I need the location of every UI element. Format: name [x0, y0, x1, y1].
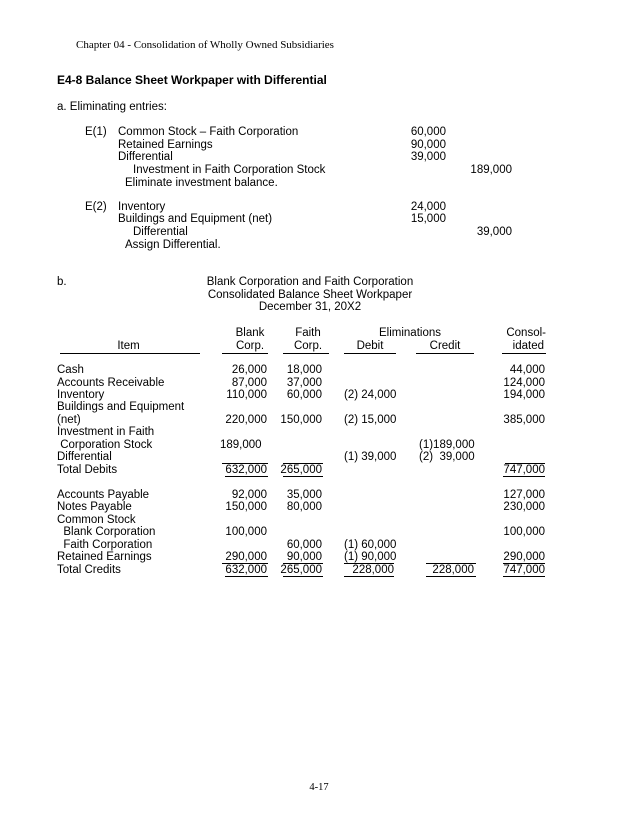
- col-head-credit-underline: [416, 353, 474, 354]
- table-cell-blank: 189,000: [220, 439, 262, 451]
- part-b-heading: b.: [57, 276, 67, 288]
- table-row-item: (net): [57, 414, 81, 426]
- workpaper-title-line2: Consolidated Balance Sheet Workpaper: [207, 289, 413, 301]
- table-cell-debit: (1) 90,000: [344, 551, 397, 563]
- table-cell-blank: 220,000: [225, 414, 267, 426]
- table-cell-debit: 228,000: [352, 564, 394, 576]
- page-number: 4-17: [309, 782, 329, 793]
- table-cell-faith: 265,000: [280, 564, 322, 576]
- table-cell-consol: 385,000: [503, 414, 545, 426]
- blank-total-rule: [225, 576, 268, 577]
- entry-1-debit: 39,000: [410, 151, 446, 163]
- entry-1-memo: Eliminate investment balance.: [125, 177, 278, 189]
- table-cell-faith: 150,000: [280, 414, 322, 426]
- entry-2-account: Differential: [133, 226, 188, 238]
- table-cell-consol: 747,000: [503, 464, 545, 476]
- table-cell-debit: (1) 60,000: [344, 539, 397, 551]
- table-cell-blank: 100,000: [225, 526, 267, 538]
- table-cell-faith: 90,000: [286, 551, 322, 563]
- table-cell-credit: (2) 39,000: [419, 451, 475, 463]
- table-row-item: Common Stock: [57, 514, 136, 526]
- entry-1-debit: 60,000: [410, 126, 446, 138]
- table-cell-blank: 87,000: [231, 377, 267, 389]
- col-head-credit: Credit: [429, 340, 461, 352]
- table-cell-blank: 632,000: [225, 564, 267, 576]
- entry-2-account: Inventory: [118, 201, 166, 213]
- entry-2-account: Buildings and Equipment (net): [118, 213, 273, 225]
- entry-2-label: E(2): [85, 201, 107, 213]
- entry-1-label: E(1): [85, 126, 107, 138]
- table-cell-consol: 194,000: [503, 389, 545, 401]
- table-cell-consol: 230,000: [503, 501, 545, 513]
- entry-1-account: Common Stock – Faith Corporation: [118, 126, 299, 138]
- col-head-consol-underline: [502, 353, 546, 354]
- table-row-item: Accounts Payable: [57, 489, 150, 501]
- table-row-item: Buildings and Equipment: [57, 401, 185, 413]
- entry-2-debit: 24,000: [410, 201, 446, 213]
- col-head-faith-underline: [283, 353, 329, 354]
- credit-total-rule: [426, 576, 476, 577]
- table-cell-faith: 37,000: [286, 377, 322, 389]
- entry-1-account: Differential: [118, 151, 173, 163]
- table-cell-credit: 228,000: [432, 564, 474, 576]
- entry-1-account: Investment in Faith Corporation Stock: [133, 164, 326, 176]
- consol-total-rule: [503, 476, 545, 477]
- table-row-item: Total Credits: [57, 564, 121, 576]
- table-row-item: Total Debits: [57, 464, 118, 476]
- table-cell-blank: 92,000: [231, 489, 267, 501]
- consol-total-rule: [503, 576, 545, 577]
- workpaper-title-line1: Blank Corporation and Faith Corporation: [206, 276, 414, 288]
- col-head-faith: Corp.: [293, 340, 323, 352]
- table-row-item: Corporation Stock: [57, 439, 153, 451]
- entry-1-credit: 189,000: [470, 164, 512, 176]
- table-cell-debit: (2) 15,000: [344, 414, 397, 426]
- table-cell-blank: 632,000: [225, 464, 267, 476]
- table-cell-faith: 18,000: [286, 364, 322, 376]
- table-cell-blank: 150,000: [225, 501, 267, 513]
- table-cell-debit: (1) 39,000: [344, 451, 397, 463]
- exercise-title: E4-8 Balance Sheet Workpaper with Differential: [57, 73, 327, 87]
- table-cell-consol: 124,000: [503, 377, 545, 389]
- col-head-consolidated: Consol-: [506, 327, 546, 339]
- table-row-item: Notes Payable: [57, 501, 132, 513]
- entry-2-debit: 15,000: [410, 213, 446, 225]
- table-row-item: Differential: [57, 451, 112, 463]
- table-row-item: Blank Corporation: [57, 526, 156, 538]
- col-head-blank: Blank: [235, 327, 265, 339]
- table-cell-blank: 290,000: [225, 551, 267, 563]
- table-cell-faith: 35,000: [286, 489, 322, 501]
- table-cell-faith: 60,000: [286, 389, 322, 401]
- table-cell-blank: 110,000: [226, 389, 267, 401]
- table-cell-blank: 26,000: [231, 364, 267, 376]
- col-head-item: Item: [117, 340, 140, 352]
- entry-2-credit: 39,000: [476, 226, 512, 238]
- blank-total-rule: [225, 476, 268, 477]
- table-row-item: Accounts Receivable: [57, 377, 165, 389]
- table-row-item: Investment in Faith: [57, 426, 155, 438]
- table-row-item: Retained Earnings: [57, 551, 152, 563]
- entry-1-account: Retained Earnings: [118, 139, 213, 151]
- col-head-debit: Debit: [356, 340, 384, 352]
- debit-total-rule: [344, 576, 394, 577]
- table-row-item: Inventory: [57, 389, 105, 401]
- table-cell-faith: 60,000: [286, 539, 322, 551]
- workpaper-title-line3: December 31, 20X2: [258, 301, 362, 313]
- col-head-item-underline: [60, 353, 200, 354]
- entry-2-memo: Assign Differential.: [125, 239, 221, 251]
- table-cell-debit: (2) 24,000: [344, 389, 397, 401]
- table-cell-consol: 290,000: [503, 551, 545, 563]
- table-cell-consol: 100,000: [503, 526, 545, 538]
- col-head-faith: Faith: [295, 327, 321, 339]
- faith-total-rule: [283, 576, 323, 577]
- col-head-eliminations: Eliminations: [379, 327, 441, 339]
- col-head-consolidated: idated: [512, 340, 544, 352]
- table-row-item: Cash: [57, 364, 84, 376]
- table-cell-faith: 80,000: [286, 501, 322, 513]
- col-head-blank: Corp.: [235, 340, 265, 352]
- entry-1-debit: 90,000: [410, 139, 446, 151]
- col-head-debit-underline: [344, 353, 396, 354]
- table-cell-consol: 747,000: [503, 564, 545, 576]
- table-row-item: Faith Corporation: [57, 539, 153, 551]
- table-cell-faith: 265,000: [280, 464, 322, 476]
- running-header: Chapter 04 - Consolidation of Wholly Owned Subsidiaries: [76, 39, 334, 51]
- faith-total-rule: [283, 476, 323, 477]
- part-a-heading: a. Eliminating entries:: [57, 101, 167, 113]
- col-head-blank-underline: [222, 353, 268, 354]
- table-cell-consol: 127,000: [503, 489, 545, 501]
- table-cell-consol: 44,000: [509, 364, 545, 376]
- table-cell-credit: (1)189,000: [419, 439, 475, 451]
